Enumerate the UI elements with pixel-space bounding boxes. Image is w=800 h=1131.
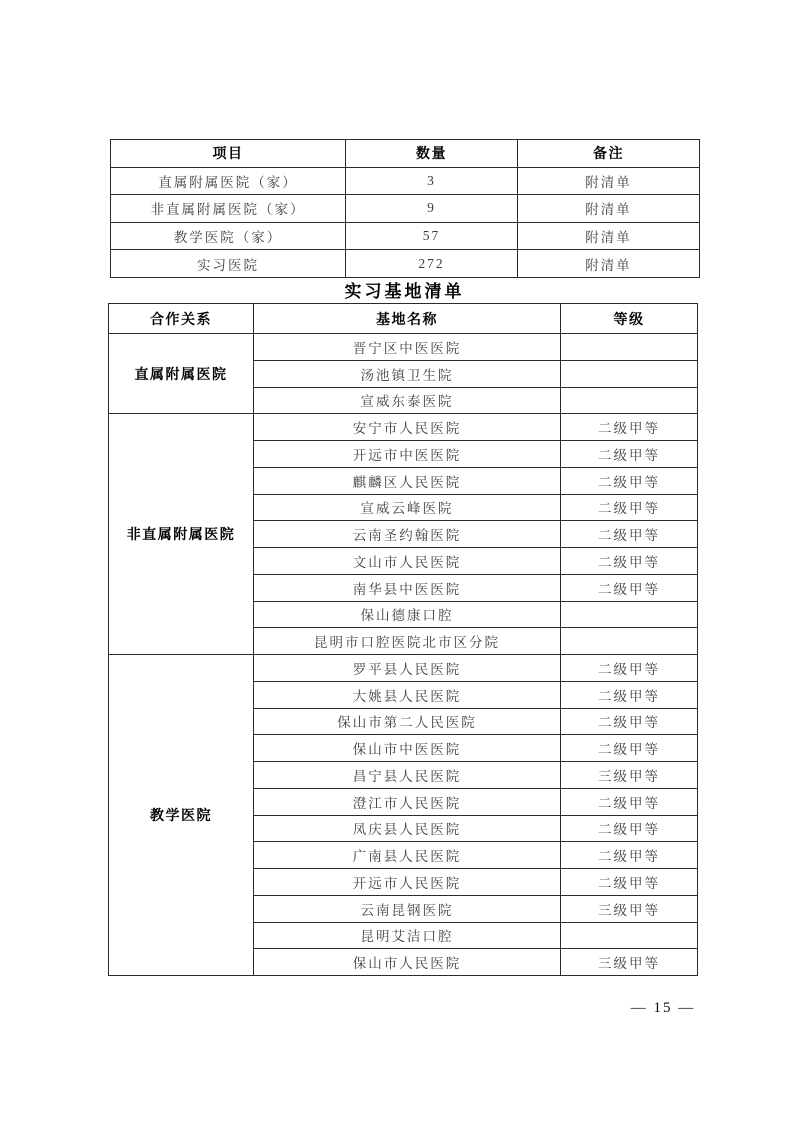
- level-cell: [561, 922, 698, 949]
- summary-count-cell: 272: [346, 250, 518, 278]
- level-cell: 二级甲等: [561, 842, 698, 869]
- summary-table-body: [111, 167, 700, 277]
- summary-row: [111, 250, 700, 278]
- level-cell: 二级甲等: [561, 574, 698, 601]
- summary-count-cell: 3: [346, 167, 518, 195]
- level-cell: 二级甲等: [561, 815, 698, 842]
- level-cell: [561, 628, 698, 655]
- summary-note-cell: 附清单: [518, 222, 700, 250]
- base-name-cell: 南华县中医医院: [254, 574, 561, 601]
- summary-note-cell: 附清单: [518, 195, 700, 223]
- base-name-cell: 保山德康口腔: [254, 601, 561, 628]
- level-cell: 二级甲等: [561, 494, 698, 521]
- base-header-level: 等级: [561, 304, 698, 334]
- base-name-cell: 昌宁县人民医院: [254, 762, 561, 789]
- level-cell: 二级甲等: [561, 467, 698, 494]
- level-cell: [561, 334, 698, 361]
- base-name-cell: 云南昆钢医院: [254, 895, 561, 922]
- base-name-cell: 昆明市口腔医院北市区分院: [254, 628, 561, 655]
- base-name-cell: 汤池镇卫生院: [254, 360, 561, 387]
- level-cell: 二级甲等: [561, 788, 698, 815]
- base-name-cell: 晋宁区中医医院: [254, 334, 561, 361]
- base-name-cell: 云南圣约翰医院: [254, 521, 561, 548]
- level-cell: [561, 601, 698, 628]
- level-cell: 二级甲等: [561, 681, 698, 708]
- level-cell: 二级甲等: [561, 708, 698, 735]
- base-name-cell: 开远市人民医院: [254, 869, 561, 896]
- level-cell: 二级甲等: [561, 414, 698, 441]
- base-name-cell: 澄江市人民医院: [254, 788, 561, 815]
- base-name-cell: 大姚县人民医院: [254, 681, 561, 708]
- summary-item-cell: 教学医院（家）: [111, 222, 346, 250]
- summary-item-cell: 直属附属医院（家）: [111, 167, 346, 195]
- base-name-cell: 凤庆县人民医院: [254, 815, 561, 842]
- base-row: [109, 655, 698, 682]
- summary-header-item: 项目: [111, 140, 346, 168]
- summary-row: [111, 222, 700, 250]
- summary-header-count: 数量: [346, 140, 518, 168]
- base-header-name: 基地名称: [254, 304, 561, 334]
- level-cell: 二级甲等: [561, 548, 698, 575]
- level-cell: 三级甲等: [561, 895, 698, 922]
- level-cell: 三级甲等: [561, 762, 698, 789]
- base-name-cell: 开远市中医医院: [254, 441, 561, 468]
- base-row: [109, 414, 698, 441]
- base-row: [109, 334, 698, 361]
- relation-cell: 直属附属医院: [109, 334, 254, 414]
- page-number: — 15 —: [630, 1000, 696, 1016]
- base-header-relation: 合作关系: [109, 304, 254, 334]
- relation-cell: 教学医院: [109, 655, 254, 976]
- summary-count-cell: 9: [346, 195, 518, 223]
- base-name-cell: 保山市第二人民医院: [254, 708, 561, 735]
- base-header-row: [109, 304, 698, 334]
- level-cell: 二级甲等: [561, 521, 698, 548]
- level-cell: 三级甲等: [561, 949, 698, 976]
- base-name-cell: 广南县人民医院: [254, 842, 561, 869]
- base-name-cell: 保山市中医医院: [254, 735, 561, 762]
- summary-header-note: 备注: [518, 140, 700, 168]
- level-cell: [561, 387, 698, 414]
- summary-item-cell: 非直属附属医院（家）: [111, 195, 346, 223]
- level-cell: 二级甲等: [561, 869, 698, 896]
- base-table-body: [109, 334, 698, 976]
- list-title: 实习基地清单: [344, 282, 465, 301]
- base-name-cell: 宣威云峰医院: [254, 494, 561, 521]
- base-name-cell: 安宁市人民医院: [254, 414, 561, 441]
- summary-note-cell: 附清单: [518, 167, 700, 195]
- level-cell: [561, 360, 698, 387]
- base-name-cell: 昆明艾洁口腔: [254, 922, 561, 949]
- summary-note-cell: 附清单: [518, 250, 700, 278]
- base-name-cell: 保山市人民医院: [254, 949, 561, 976]
- base-name-cell: 麒麟区人民医院: [254, 467, 561, 494]
- relation-cell: 非直属附属医院: [109, 414, 254, 655]
- summary-item-cell: 实习医院: [111, 250, 346, 278]
- level-cell: 二级甲等: [561, 735, 698, 762]
- summary-table: [110, 139, 700, 278]
- summary-row: [111, 167, 700, 195]
- base-name-cell: 罗平县人民医院: [254, 655, 561, 682]
- base-name-cell: 文山市人民医院: [254, 548, 561, 575]
- base-name-cell: 宣威东泰医院: [254, 387, 561, 414]
- summary-header-row: [111, 140, 700, 168]
- base-table: [108, 303, 698, 976]
- level-cell: 二级甲等: [561, 655, 698, 682]
- summary-row: [111, 195, 700, 223]
- level-cell: 二级甲等: [561, 441, 698, 468]
- summary-count-cell: 57: [346, 222, 518, 250]
